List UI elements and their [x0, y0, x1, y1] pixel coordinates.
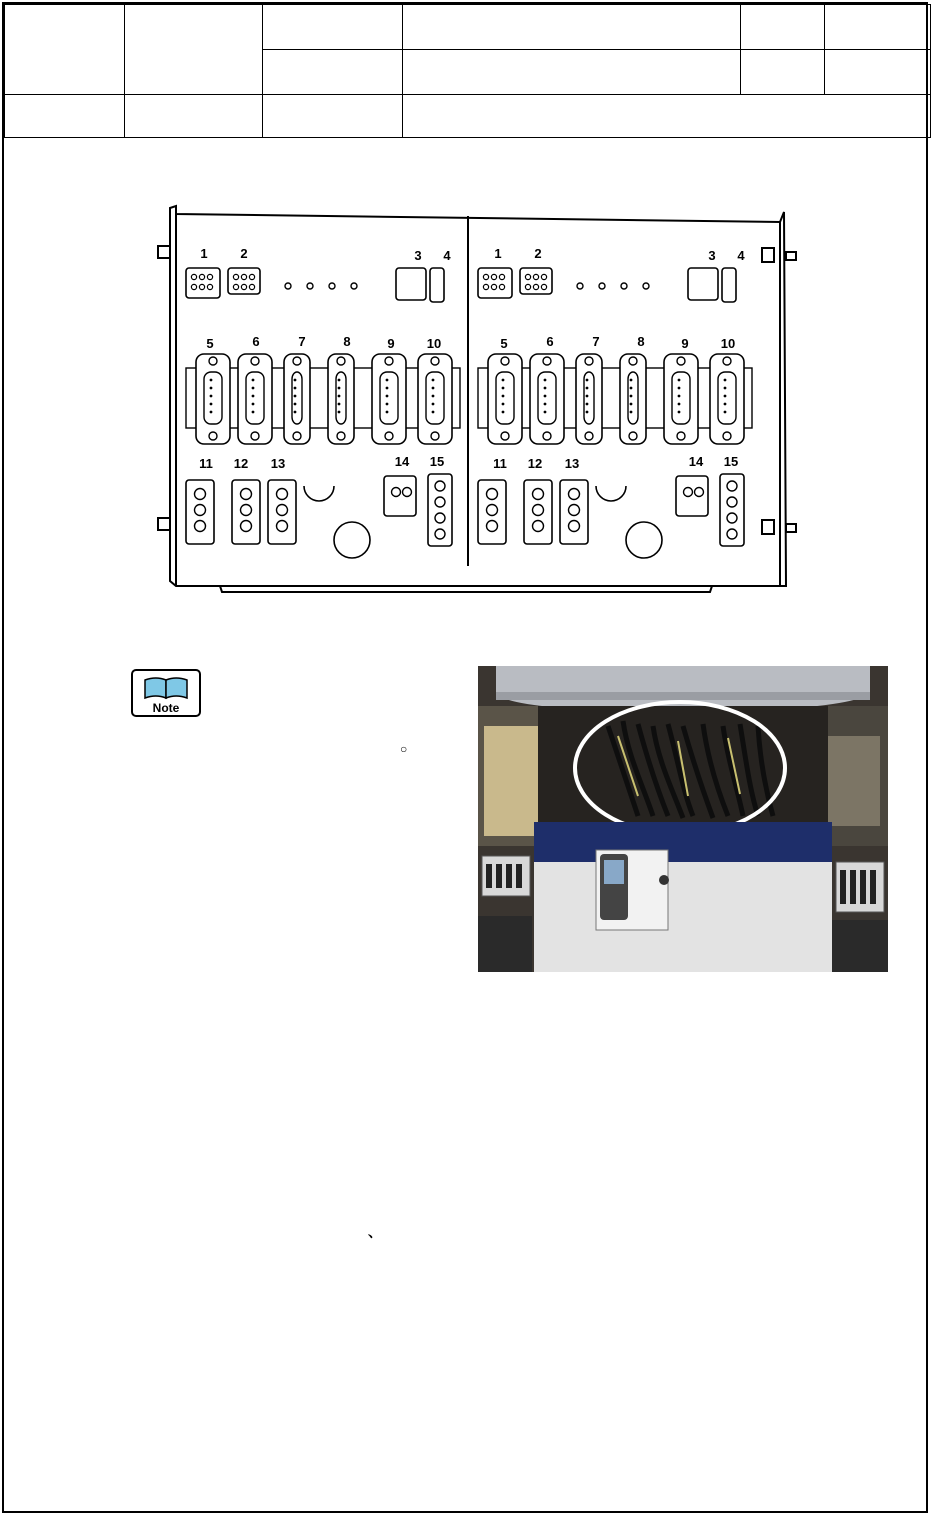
- header-cell: [5, 95, 125, 138]
- connector-number-label: 8: [343, 334, 351, 349]
- comma-mark: 、: [368, 1224, 382, 1240]
- connector-number-label: 7: [298, 334, 306, 349]
- connector-number-label: 9: [681, 336, 689, 351]
- connector-number-label: 8: [637, 334, 645, 349]
- connector-number-label: 3: [708, 248, 716, 263]
- connector-number-label: 10: [720, 336, 736, 351]
- connector-number-label: 7: [592, 334, 600, 349]
- power-connector: [232, 480, 260, 544]
- header-cell: [263, 5, 403, 50]
- small-connector: [186, 268, 220, 298]
- connector-number-label: 12: [527, 456, 543, 471]
- connector-number-label: 15: [429, 454, 445, 469]
- header-cell: [825, 50, 931, 95]
- power-connector: [720, 474, 744, 546]
- header-cell: [403, 50, 741, 95]
- header-cell: [125, 5, 263, 95]
- connector-number-label: 13: [564, 456, 580, 471]
- connector-number-label: 2: [240, 246, 248, 261]
- header-cell: [125, 95, 263, 138]
- connector-number-label: 5: [500, 336, 508, 351]
- connector-number-label: 6: [252, 334, 260, 349]
- header-cell: [403, 95, 931, 138]
- connector-number-label: 6: [546, 334, 554, 349]
- connector-number-label: 14: [394, 454, 410, 469]
- cable-bundle-photo: [478, 666, 888, 972]
- connector-number-label: 1: [494, 246, 502, 261]
- power-connector: [186, 480, 214, 544]
- circle-mark: ○: [400, 742, 408, 756]
- power-connector: [524, 480, 552, 544]
- power-connector: [428, 474, 452, 546]
- connector-number-label: 3: [414, 248, 422, 263]
- small-connector: [688, 268, 718, 300]
- small-connector: [478, 268, 512, 298]
- connector-panel-diagram: [140, 196, 820, 616]
- small-connector: [396, 268, 426, 300]
- header-cell: [403, 5, 741, 50]
- power-connector: [676, 476, 708, 516]
- connector-number-label: 1: [200, 246, 208, 261]
- connector-number-label: 9: [387, 336, 395, 351]
- note-label: Note: [152, 701, 180, 715]
- connector-number-label: 4: [737, 248, 745, 263]
- header-cell: [741, 50, 825, 95]
- small-connector: [722, 268, 736, 302]
- power-connector: [268, 480, 296, 544]
- header-cell: [5, 5, 125, 95]
- connector-number-label: 13: [270, 456, 286, 471]
- header-cell: [825, 5, 931, 50]
- power-connector: [384, 476, 416, 516]
- small-connector: [430, 268, 444, 302]
- note-book-icon: [130, 668, 204, 720]
- connector-number-label: 11: [199, 456, 213, 471]
- header-cell: [263, 50, 403, 95]
- connector-number-label: 14: [688, 454, 704, 469]
- header-table: [4, 4, 931, 138]
- header-cell: [741, 5, 825, 50]
- connector-number-label: 15: [723, 454, 739, 469]
- connector-number-label: 4: [443, 248, 451, 263]
- header-cell: [263, 95, 403, 138]
- connector-number-label: 12: [233, 456, 249, 471]
- power-connector: [478, 480, 506, 544]
- connector-number-label: 10: [426, 336, 442, 351]
- connector-number-label: 11: [493, 456, 507, 471]
- connector-number-label: 5: [206, 336, 214, 351]
- connector-number-label: 2: [534, 246, 542, 261]
- power-connector: [560, 480, 588, 544]
